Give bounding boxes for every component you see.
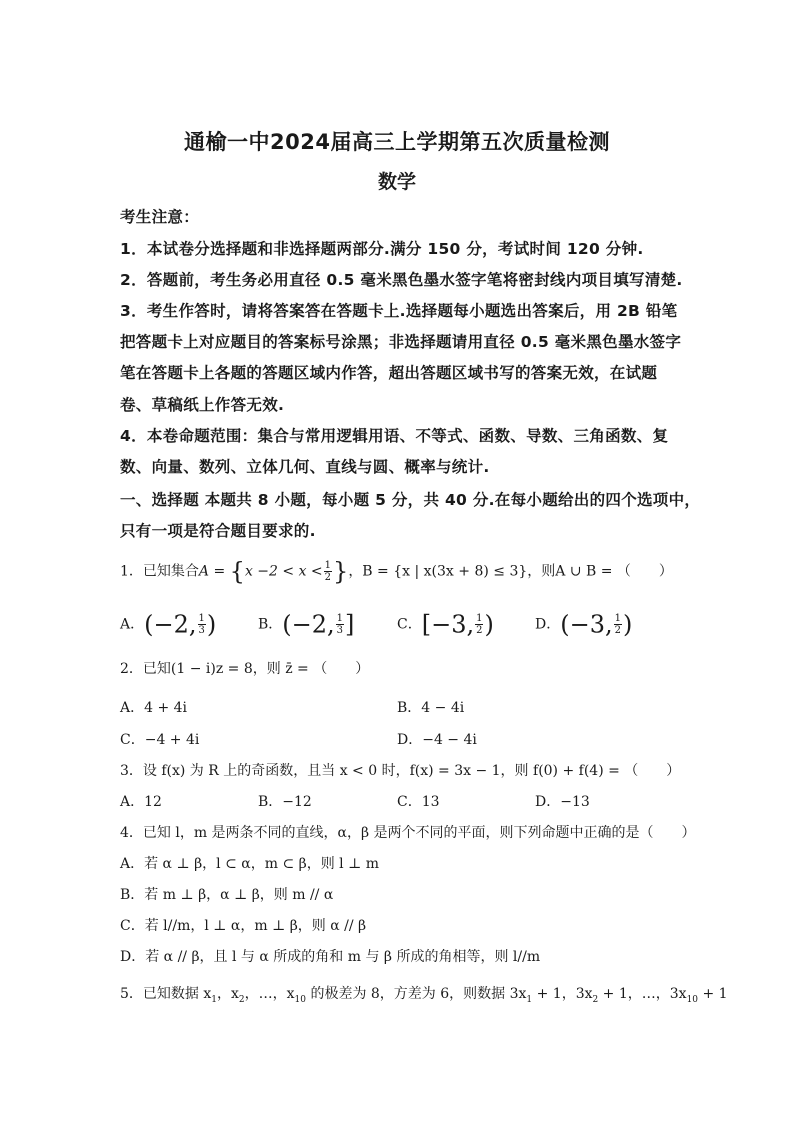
q3-option-d: D．−13 [535, 794, 590, 810]
question-3: 3．设 f(x) 为 R 上的奇函数，且当 x < 0 时，f(x) = 3x − 1，则 f(0) + f(4) = （ ） [120, 763, 681, 779]
notice-line-3: 3．考生作答时，请将答案答在答题卡上.选择题每小题选出答案后，用 2B 铅笔 [120, 302, 678, 320]
question-4: 4．已知 l，m 是两条不同的直线，α，β 是两个不同的平面，则下列命题中正确的是（ ） [120, 825, 696, 841]
q3-option-a: A．12 [120, 794, 162, 810]
notice-line-8: 数、向量、数列、立体几何、直线与圆、概率与统计. [120, 458, 490, 476]
question-1 [120, 557, 673, 586]
notice-line-5: 笔在答题卡上各题的答题区域内作答，超出答题区域书写的答案无效，在试题 [120, 364, 658, 382]
q4-option-b: B．若 m ⊥ β，α ⊥ β，则 m // α [120, 887, 334, 903]
notice-line-7: 4．本卷命题范围：集合与常用逻辑用语、不等式、函数、导数、三角函数、复 [120, 427, 669, 445]
q1-union: A ∪ B = （ ） [555, 563, 673, 580]
notice-line-4: 把答题卡上对应题目的答案标号涂黑；非选择题请用直径 0.5 毫米黑色墨水签字 [120, 333, 682, 351]
q3-option-c: C．13 [397, 794, 440, 810]
question-5: 5．已知数据 $x_1$，$x_2$，…，$x_{10}$ 的极差为 8，方差为 6，则数据 $3x_1 + 1$，$3x_2 + 1$，…，$3x_{10} + 1$ [120, 986, 728, 1005]
notice-heading: 考生注意： [120, 208, 200, 226]
question-2: 2．已知(1 − i)z = 8，则 z̄ = （ ） [120, 661, 370, 677]
page-title: 通榆一中2024届高三上学期第五次质量检测 [184, 130, 610, 154]
notice-line-6: 卷、草稿纸上作答无效. [120, 396, 285, 414]
q1-setA-body: x −2 < x < [244, 563, 323, 580]
notice-line-1: 1．本试卷分选择题和非选择题两部分.满分 150 分，考试时间 120 分钟. [120, 240, 644, 258]
q1-prefix: 1．已知集合 [120, 563, 199, 580]
q1-setA-lhs: A = [198, 563, 230, 580]
q4-option-a: A．若 α ⊥ β，l ⊂ α，m ⊂ β，则 l ⊥ m [120, 856, 380, 872]
section-header-line-1: 一、选择题 本题共 8 小题，每小题 5 分，共 40 分.在每小题给出的四个选项中， [120, 491, 701, 509]
q2-option-d: D．−4 − 4i [397, 732, 477, 748]
q1-option-b: B．(−2, $\frac{1}{3}$ ] [258, 610, 355, 639]
q2-option-c: C．−4 + 4i [120, 732, 200, 748]
q4-option-c: C．若 l//m，l ⊥ α，m ⊥ β，则 α // β [120, 918, 367, 934]
q3-option-b: B．−12 [258, 794, 312, 810]
q1-setB: ，B = {x | x(3x + 8) ≤ 3}，则 [348, 563, 556, 580]
q1-option-d: D．(−3, $\frac{1}{2}$ ) [535, 610, 633, 639]
q4-option-d: D．若 α // β，且 l 与 α 所成的角和 m 与 β 所成的角相等，则 l//m [120, 949, 541, 965]
page-subtitle: 数学 [377, 171, 416, 193]
section-header-line-2: 只有一项是符合题目要求的. [120, 522, 316, 540]
notice-line-2: 2．答题前，考生务必用直径 0.5 毫米黑色墨水签字笔将密封线内项目填写清楚. [120, 271, 683, 289]
q1-brace-close: } [333, 557, 349, 586]
q2-option-b: B．4 − 4i [397, 700, 465, 716]
q1-brace-open: { [229, 557, 245, 586]
q1-fraction: $\frac{1}{2}$ [324, 560, 332, 583]
q1-option-c: C．[−3, $\frac{1}{2}$ ) [397, 610, 494, 639]
q2-option-a: A．4 + 4i [120, 700, 188, 716]
q1-option-a: A．(−2, $\frac{1}{3}$ ) [120, 610, 217, 639]
